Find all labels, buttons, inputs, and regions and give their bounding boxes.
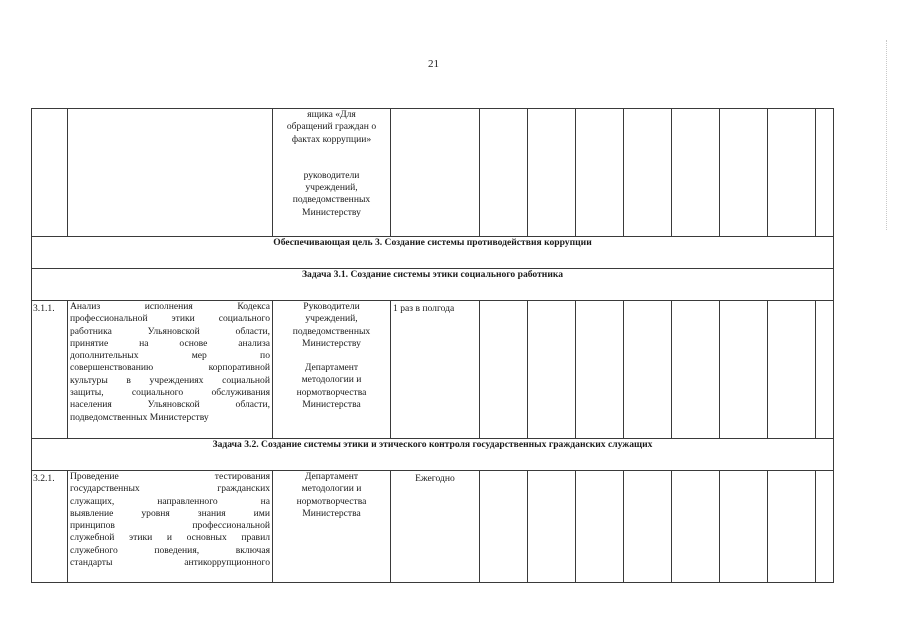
measures-table [31, 108, 834, 583]
task-heading: Задача 3.2. Создание системы этики и этического контроля государственных гражданских служащих [32, 439, 834, 471]
cell-responsible: Руководители учреждений, подведомственных Министерству Департамент методологии и нормотворчества Министерства [273, 301, 391, 439]
section-task-3-1 [32, 269, 834, 301]
cell-desc: Проведение тестирования государственных гражданских служащих, направленного на выявление уровня знания ими принципов профессиональной служебной этики и основных правил служебного поведения, включая стандарты антикоррупционного [68, 471, 273, 583]
cell-num: 3.1.1. [32, 301, 68, 439]
cell-num: 3.2.1. [32, 471, 68, 583]
section-task-3-2 [32, 439, 834, 471]
cell-desc [68, 109, 273, 237]
task-heading: Задача 3.1. Создание системы этики социального работника [32, 269, 834, 301]
cell-term: Ежегодно [391, 471, 480, 583]
cell-desc: Анализ исполнения Кодекса профессиональной этики социального работника Ульяновской области, принятие на основе анализа дополнительных мер по совершенствованию корпоративной культуры в учреждениях социальной защиты, социального обслуживания населения Ульяновской области, подведомственных Министерству [68, 301, 273, 439]
section-goal-3 [32, 237, 834, 269]
table-row-3-2-1 [32, 471, 834, 583]
goal-heading: Обеспечивающая цель 3. Создание системы противодействия коррупции [32, 237, 834, 269]
cell-responsible: ящика «Для обращений граждан о фактах коррупции» руководители учреждений, подведомственных Министерству [273, 109, 391, 237]
scan-edge-mark [886, 40, 888, 230]
cell-responsible: Департамент методологии и нормотворчества Министерства [273, 471, 391, 583]
table-row-continued [32, 109, 834, 237]
cell-term [391, 109, 480, 237]
cell-term: 1 раз в полгода [391, 301, 480, 439]
table-row-3-1-1 [32, 301, 834, 439]
page-number: 21 [428, 58, 439, 70]
cell-num [32, 109, 68, 237]
